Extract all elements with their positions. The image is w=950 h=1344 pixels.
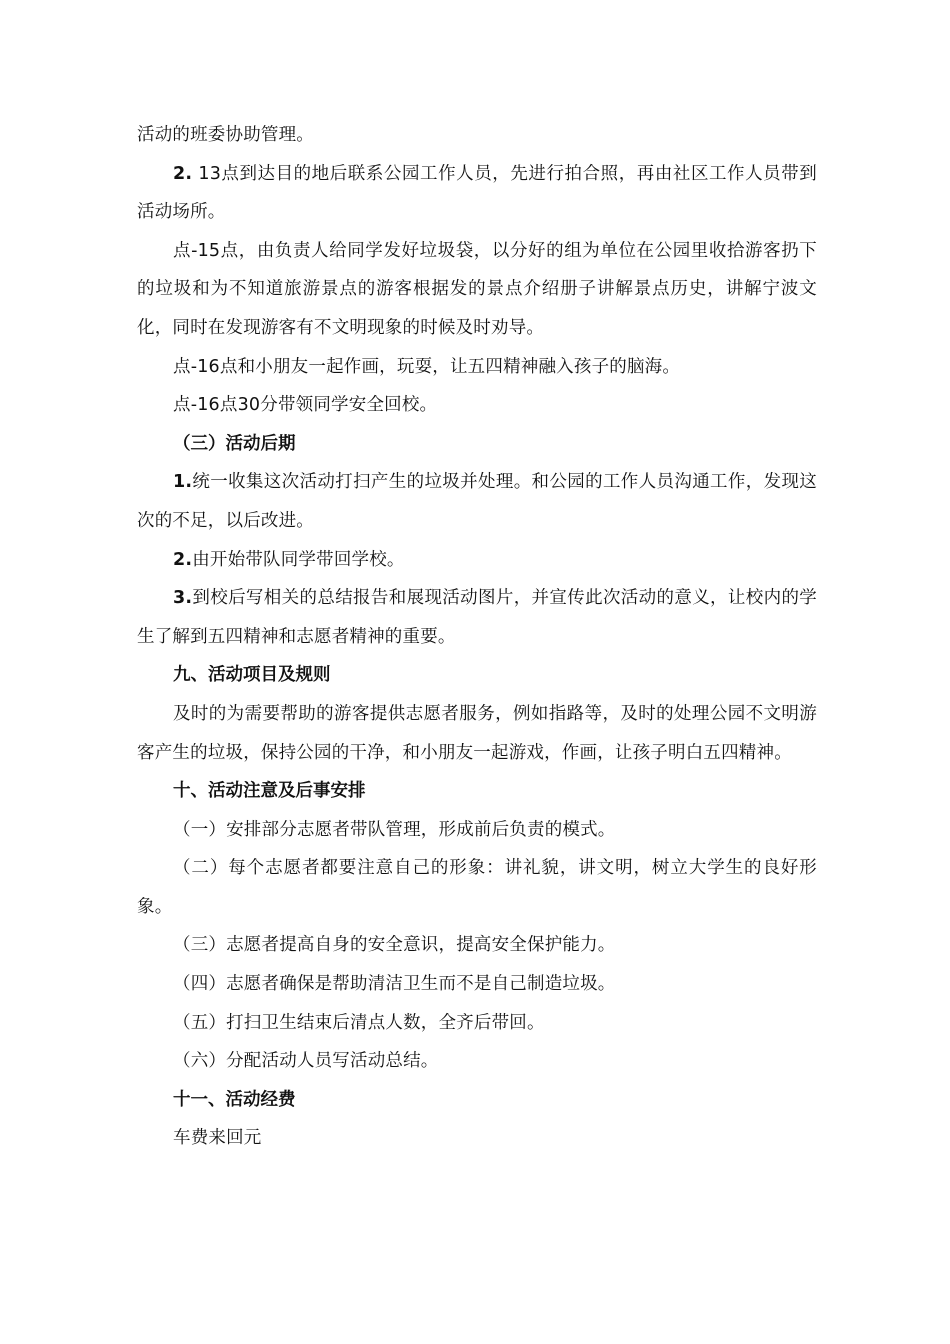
item-number: 1. bbox=[173, 472, 193, 493]
note-4 bbox=[137, 965, 817, 1004]
text: （一）安排部分志愿者带队管理，形成前后负责的模式。 bbox=[173, 819, 616, 840]
text: 点-16点30分带领同学安全回校。 bbox=[173, 395, 438, 416]
text: 及时的为需要帮助的游客提供志愿者服务，例如指路等，及时的处理公园不文明游客产生的垃圾，保持公园的干净，和小朋友一起游戏，作画，让孩子明白五四精神。 bbox=[137, 703, 817, 763]
paragraph-class-committee bbox=[137, 116, 817, 155]
heading-section-11: 十一、活动经费 bbox=[173, 1089, 296, 1110]
paragraph-arrival bbox=[137, 155, 817, 232]
note-3 bbox=[137, 926, 817, 965]
text: 统一收集这次活动打扫产生的垃圾并处理。和公园的工作人员沟通工作，发现这次的不足，以后改进。 bbox=[137, 472, 817, 531]
paragraph-cleanup bbox=[137, 232, 817, 348]
text: 车费来回元 bbox=[173, 1128, 262, 1149]
paragraph-collect bbox=[137, 463, 817, 540]
text: 点-16点和小朋友一起作画，玩耍，让五四精神融入孩子的脑海。 bbox=[173, 356, 681, 377]
item-number: 3. bbox=[173, 588, 193, 609]
text: （二）每个志愿者都要注意自己的形象：讲礼貌，讲文明，树立大学生的良好形象。 bbox=[137, 858, 817, 917]
paragraph-rules bbox=[137, 695, 817, 772]
note-6 bbox=[137, 1042, 817, 1081]
text: 到校后写相关的总结报告和展现活动图片，并宣传此次活动的意义，让校内的学生了解到五四精神和志愿者精神的重要。 bbox=[137, 588, 817, 647]
paragraph-lead-back bbox=[137, 541, 817, 580]
paragraph-fees bbox=[137, 1119, 817, 1158]
text: （六）分配活动人员写活动总结。 bbox=[173, 1051, 439, 1072]
text: （四）志愿者确保是帮助清洁卫生而不是自己制造垃圾。 bbox=[173, 974, 616, 995]
paragraph-report bbox=[137, 579, 817, 656]
text: （三）志愿者提高自身的安全意识，提高安全保护能力。 bbox=[173, 935, 616, 956]
item-number: 2. bbox=[173, 163, 193, 184]
note-2 bbox=[137, 849, 817, 926]
document-page bbox=[137, 116, 817, 1158]
text: 点-15点，由负责人给同学发好垃圾袋，以分好的组为单位在公园里收拾游客扔下的垃圾和为不知道旅游景点的游客根据发的景点介绍册子讲解景点历史，讲解宁波文化，同时在发现游客有不文明现象的时候及时劝导。 bbox=[137, 240, 817, 338]
text: （五）打扫卫生结束后清点人数，全齐后带回。 bbox=[173, 1012, 545, 1033]
heading-section-10: 十、活动注意及后事安排 bbox=[173, 781, 366, 802]
paragraph-return bbox=[137, 386, 817, 425]
text: 13点到达目的地后联系公园工作人员，先进行拍合照，再由社区工作人员带到活动场所。 bbox=[137, 163, 817, 223]
text: 活动的班委协助管理。 bbox=[137, 125, 314, 145]
heading-section-9: 九、活动项目及规则 bbox=[173, 665, 331, 686]
text: 由开始带队同学带回学校。 bbox=[192, 549, 405, 570]
heading-later-stage: （三）活动后期 bbox=[173, 433, 296, 454]
item-number: 2. bbox=[173, 549, 193, 570]
note-5 bbox=[137, 1004, 817, 1043]
note-1 bbox=[137, 811, 817, 850]
paragraph-drawing bbox=[137, 348, 817, 387]
